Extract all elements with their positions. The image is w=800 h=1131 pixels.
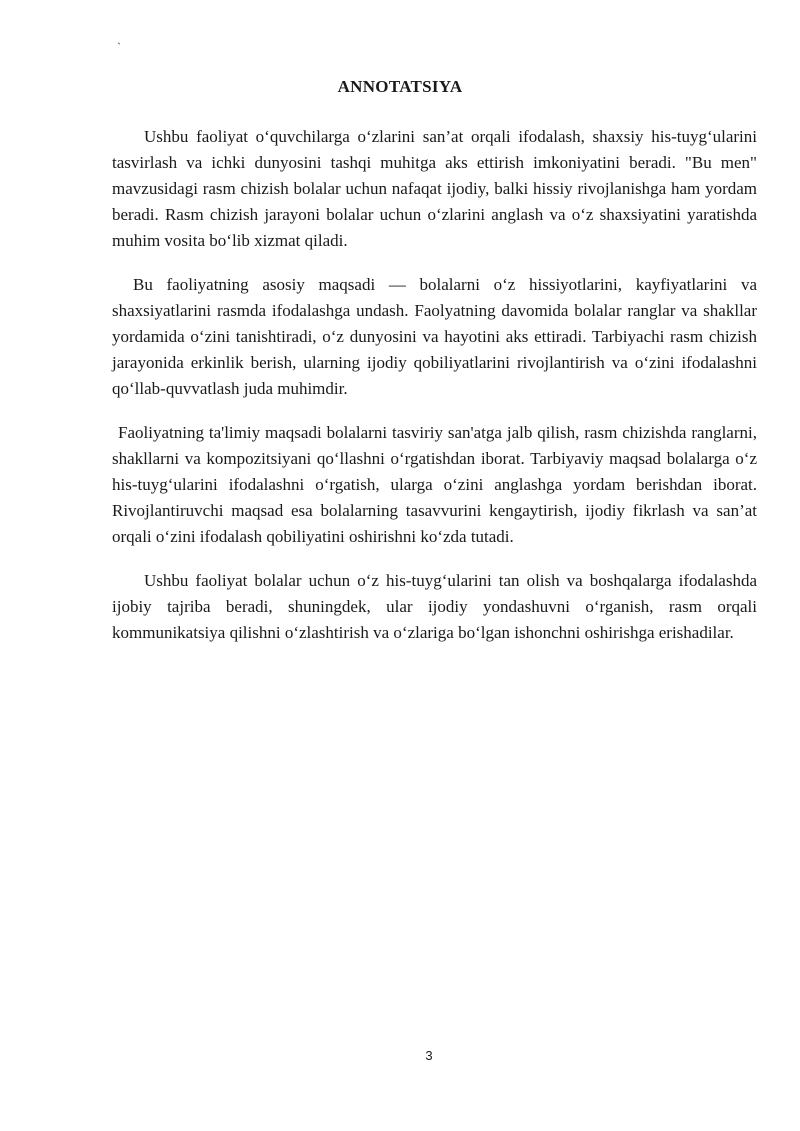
paragraph-3: Faoliyatning ta'limiy maqsadi bolalarni tasviriy san'atga jalb qilish, rasm chizishda ranglarni, shakllarni va kompozitsiyani qo‘llashni o‘rgatishdan iborat. Tarbiyaviy maqsad bolalarga o‘z his-tuyg‘ularini ifodalashni o‘rgatish, ularga o‘zini anglashga yordam berishdan iborat. Rivojlantiruvchi maqsad esa bolalarning tasavvurini kengaytirish, ijodiy fikrlash va san’at orqali o‘zini ifodalash qobiliyatini oshirishni ko‘zda tutadi. [112, 423, 757, 546]
page-title: ANNOTATSIYA [337, 77, 463, 96]
paragraph-2: Bu faoliyatning asosiy maqsadi — bolalarni o‘z hissiyotlarini, kayfiyatlarini va shaxsiyatlarini rasmda ifodalashga undash. Faolyatning davomida bolalar ranglar va shakllar yordamida o‘zini tanishtiradi, o‘z dunyosini va hayotini aks ettiradi. Tarbiyachi rasm chizish jarayonida erkinlik berish, ularning ijodiy qobiliyatlarini rivojlantirish va o‘zini ifodalashni qo‘llab-quvvatlash juda muhimdir. [112, 275, 757, 398]
paragraph-4: Ushbu faoliyat bolalar uchun o‘z his-tuyg‘ularini tan olish va boshqalarga ifodalashda ijobiy tajriba beradi, shuningdek, ular ijodiy yondashuvni o‘rganish, rasm orqali kommunikatsiya qilishni o‘zlashtirish va o‘zlariga bo‘lgan ishonchni oshirishga erishadilar. [112, 571, 757, 642]
paragraph-1: Ushbu faoliyat o‘quvchilarga o‘zlarini san’at orqali ifodalash, shaxsiy his-tuyg‘ularini tasvirlash va ichki dunyosini tashqi muhitga aks ettirish imkoniyatini beradi. "Bu men" mavzusidagi rasm chizish bolalar uchun nafaqat ijodiy, balki hissiy rivojlanishga ham yordam beradi. Rasm chizish jarayoni bolalar uchun o‘zlarini anglash va o‘z shaxsiyatini yaratishda muhim vosita bo‘lib xizmat qiladi. [112, 127, 757, 250]
page-number: 3 [425, 1048, 433, 1063]
stray-mark: ` [117, 40, 121, 54]
document-body [112, 124, 757, 646]
